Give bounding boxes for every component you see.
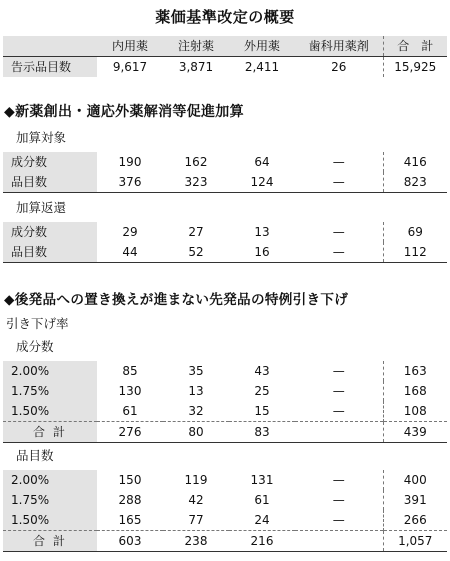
cell: 190 xyxy=(118,155,142,169)
table-row xyxy=(3,510,447,531)
cell xyxy=(295,422,383,443)
cell-total: 823 xyxy=(383,172,447,193)
cell: 26 xyxy=(331,60,347,74)
table-row xyxy=(3,172,447,193)
cell: 162 xyxy=(184,155,208,169)
cell: 131 xyxy=(250,473,274,487)
row-label: 2.00% xyxy=(3,470,97,490)
cell-total: 69 xyxy=(383,222,447,242)
cell: 603 xyxy=(97,531,163,552)
cell: 35 xyxy=(188,364,204,378)
cell-total: 15,925 xyxy=(383,57,447,78)
group-label: 品目数 xyxy=(16,448,54,463)
table-row xyxy=(3,381,447,401)
table-row xyxy=(3,57,447,78)
row-label: 品目数 xyxy=(3,172,97,193)
row-label: 告示品目数 xyxy=(3,57,97,78)
cell: 80 xyxy=(163,422,229,443)
total-label: 合計 xyxy=(3,422,97,443)
cell-total: 108 xyxy=(383,401,447,422)
cell: 15 xyxy=(254,404,270,418)
row-label: 1.50% xyxy=(3,401,97,422)
group-label: 加算返還 xyxy=(16,200,67,215)
cell: 124 xyxy=(250,175,274,189)
cell: 119 xyxy=(184,473,208,487)
cell: 77 xyxy=(188,513,204,527)
data-table xyxy=(3,361,447,443)
row-label: 1.75% xyxy=(3,490,97,510)
cell: 43 xyxy=(254,364,270,378)
row-label: 品目数 xyxy=(3,242,97,263)
cell: 32 xyxy=(188,404,204,418)
table-row xyxy=(3,242,447,263)
group-label: 加算対象 xyxy=(16,130,67,145)
cell-total: 416 xyxy=(383,152,447,172)
cell: 61 xyxy=(122,404,138,418)
column-header: 外用薬 xyxy=(229,36,295,57)
group-label: 成分数 xyxy=(16,339,54,354)
row-label: 2.00% xyxy=(3,361,97,381)
summary-table xyxy=(3,36,447,77)
cell: 376 xyxy=(118,175,142,189)
cell: 13 xyxy=(188,384,204,398)
cell: 238 xyxy=(163,531,229,552)
cell: 64 xyxy=(254,155,270,169)
total-row xyxy=(3,531,447,552)
cell: 24 xyxy=(254,513,270,527)
cell-total: 1,057 xyxy=(383,531,447,552)
cell: 27 xyxy=(188,225,204,239)
total-label: 合計 xyxy=(3,531,97,552)
column-header: 歯科用薬剤 xyxy=(295,36,383,57)
cell: 150 xyxy=(118,473,142,487)
cell: — xyxy=(332,364,345,378)
table-row xyxy=(3,490,447,510)
cell: — xyxy=(332,155,345,169)
cell: — xyxy=(332,404,345,418)
cell: 85 xyxy=(122,364,138,378)
section-title: ◆新薬創出・適応外薬解消等促進加算 xyxy=(4,104,244,120)
cell: 2,411 xyxy=(244,60,280,74)
row-label: 成分数 xyxy=(3,152,97,172)
cell: 323 xyxy=(184,175,208,189)
cell: — xyxy=(332,245,345,259)
cell: 130 xyxy=(118,384,142,398)
cell: 276 xyxy=(97,422,163,443)
cell: — xyxy=(332,175,345,189)
rate-label: 引き下げ率 xyxy=(6,316,69,331)
cell: 165 xyxy=(118,513,142,527)
column-header-row xyxy=(3,36,447,57)
cell: 83 xyxy=(229,422,295,443)
cell: — xyxy=(332,225,345,239)
cell-total: 168 xyxy=(383,381,447,401)
cell-total: 400 xyxy=(383,470,447,490)
data-table xyxy=(3,222,447,263)
cell: — xyxy=(332,493,345,507)
cell: — xyxy=(332,473,345,487)
page-title: 薬価基準改定の概要 xyxy=(155,8,295,26)
column-header: 内用薬 xyxy=(97,36,163,57)
cell: 44 xyxy=(122,245,138,259)
table-row xyxy=(3,361,447,381)
cell: 216 xyxy=(229,531,295,552)
cell-total: 391 xyxy=(383,490,447,510)
row-label: 1.50% xyxy=(3,510,97,531)
cell-total: 266 xyxy=(383,510,447,531)
data-table xyxy=(3,470,447,552)
cell: — xyxy=(332,384,345,398)
cell: 52 xyxy=(188,245,204,259)
table-row xyxy=(3,470,447,490)
cell: 16 xyxy=(254,245,270,259)
cell: 288 xyxy=(118,493,142,507)
cell xyxy=(295,531,383,552)
data-table xyxy=(3,152,447,193)
column-header-total: 合 計 xyxy=(383,36,447,57)
cell-total: 163 xyxy=(383,361,447,381)
table-row xyxy=(3,152,447,172)
cell: 3,871 xyxy=(178,60,214,74)
cell: 25 xyxy=(254,384,270,398)
row-label: 成分数 xyxy=(3,222,97,242)
cell: — xyxy=(332,513,345,527)
cell: 9,617 xyxy=(112,60,148,74)
cell: 13 xyxy=(254,225,270,239)
total-row xyxy=(3,422,447,443)
column-header: 注射薬 xyxy=(163,36,229,57)
cell: 61 xyxy=(254,493,270,507)
cell-total: 112 xyxy=(383,242,447,263)
row-label: 1.75% xyxy=(3,381,97,401)
section-title: ◆後発品への置き換えが進まない先発品の特例引き下げ xyxy=(4,292,349,308)
table-row xyxy=(3,401,447,422)
header-corner xyxy=(3,36,97,57)
cell: 29 xyxy=(122,225,138,239)
table-row xyxy=(3,222,447,242)
cell-total: 439 xyxy=(383,422,447,443)
cell: 42 xyxy=(188,493,204,507)
